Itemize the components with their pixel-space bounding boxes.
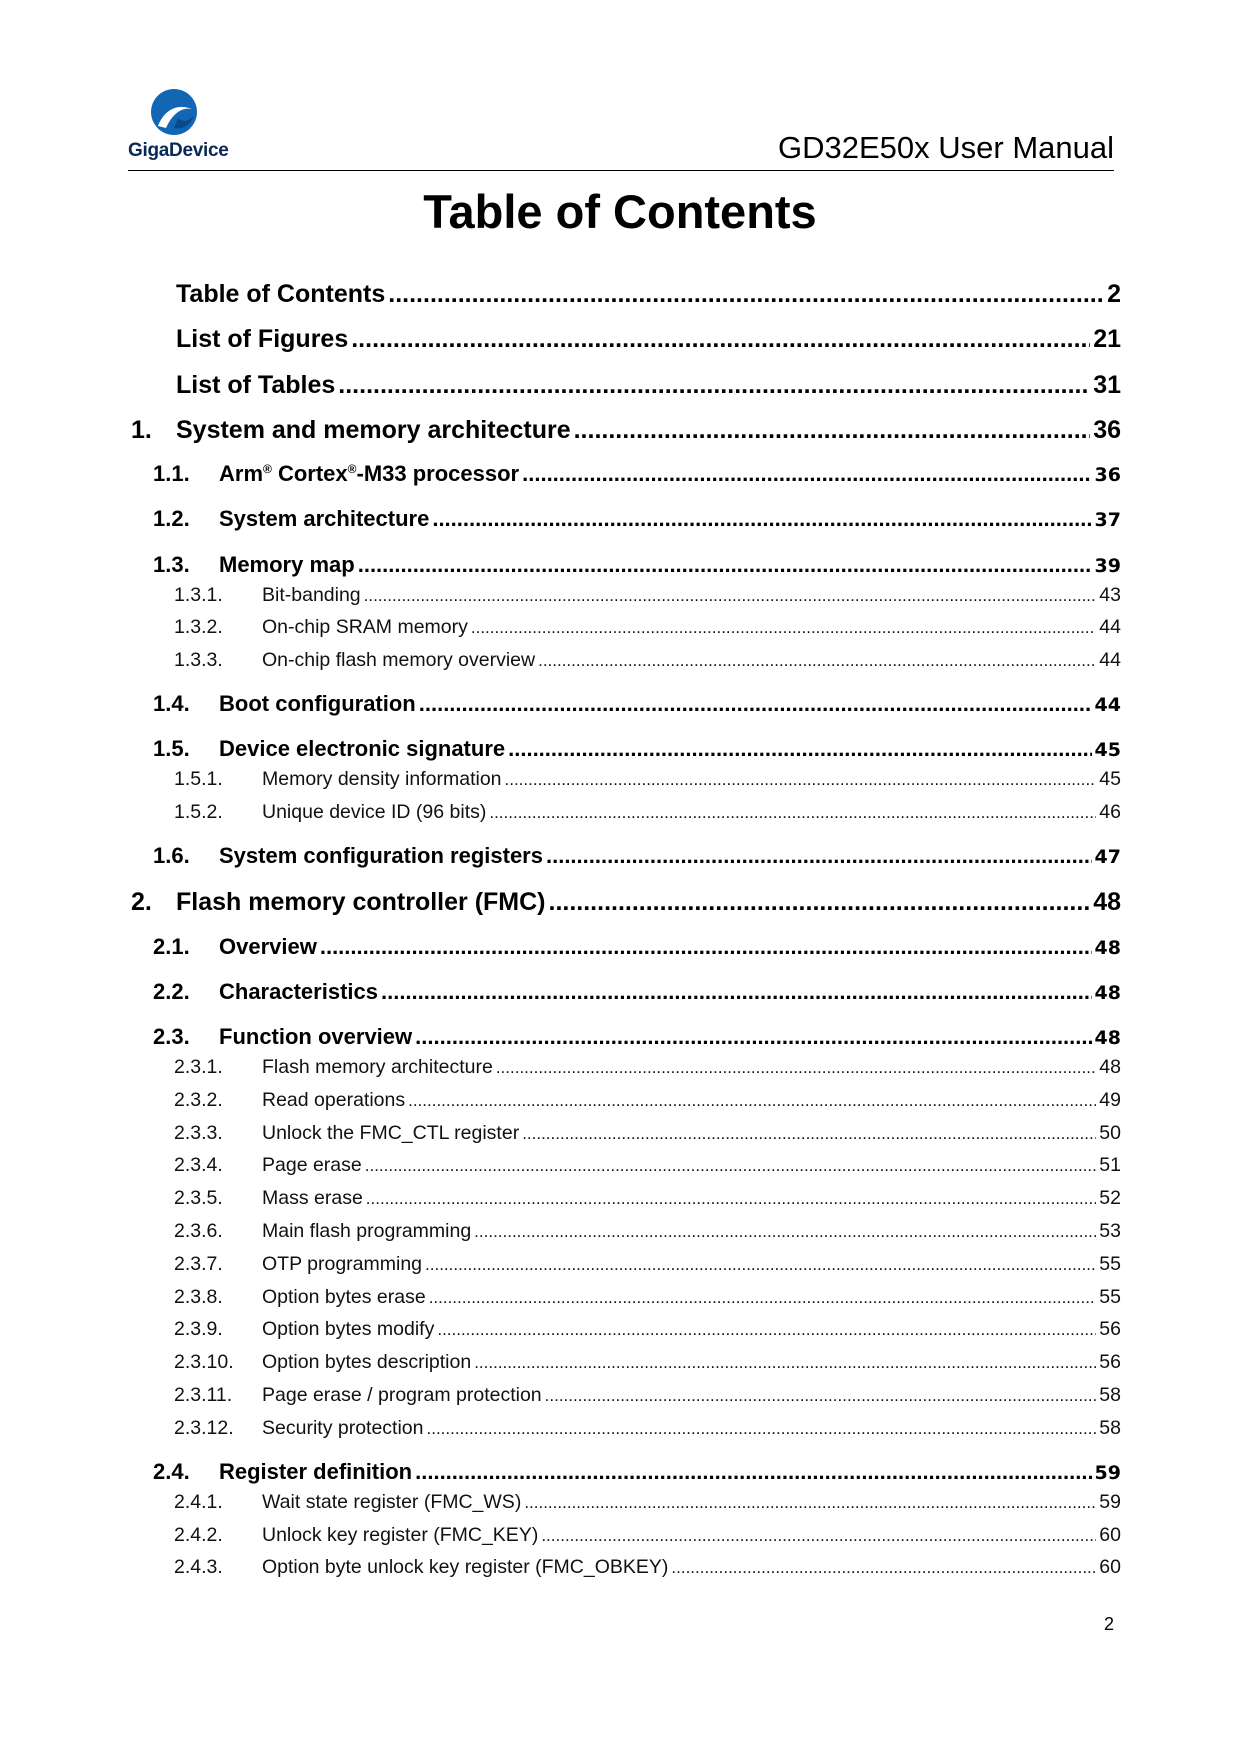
toc-entry-title[interactable]: Boot configuration [219,691,416,717]
toc-entry-page[interactable]: 51 [1099,1154,1121,1177]
toc-entry-title[interactable]: Option bytes erase [262,1285,426,1308]
toc-entry[interactable] [131,801,1121,843]
toc-entry[interactable] [131,1220,1121,1253]
toc-entry[interactable] [131,506,1121,551]
toc-entry-page[interactable]: 55 [1099,1252,1121,1275]
toc-entry-page[interactable]: 48 [1094,1027,1121,1049]
toc-entry-title[interactable]: Mass erase [262,1187,363,1210]
toc-entry-number: 2.3.11. [174,1383,233,1406]
toc-entry-number: 2.3.6. [174,1219,223,1242]
toc-entry[interactable] [131,461,1121,506]
toc-entry-title[interactable]: Function overview [219,1024,413,1049]
toc-entry[interactable] [131,1556,1121,1598]
toc-entry-page[interactable]: 21 [1093,325,1121,354]
toc-entry[interactable] [131,1384,1121,1417]
toc-entry-number: 1.3.3. [174,649,223,672]
toc-entry[interactable] [131,1491,1121,1524]
dot-leader [437,1318,1096,1341]
dot-leader [574,416,1091,445]
toc-entry-page[interactable]: 46 [1099,801,1121,824]
toc-entry-page[interactable]: 56 [1099,1318,1121,1341]
toc-entry-number: 2.3.5. [174,1187,223,1210]
toc-entry-page[interactable]: 44 [1094,694,1121,717]
toc-entry-title[interactable]: OTP programming [262,1252,423,1275]
toc-entry-title[interactable]: Security protection [262,1416,424,1439]
toc-entry-number: 2.3.3. [174,1121,223,1144]
toc-entry-page[interactable]: 60 [1099,1556,1121,1579]
toc-entry[interactable] [131,1056,1121,1089]
header-divider [128,170,1114,171]
dot-leader [415,1024,1091,1050]
toc-entry[interactable] [131,934,1121,979]
toc-entry-title[interactable]: Table of Contents [176,280,386,308]
dot-leader [365,1154,1097,1177]
toc-entry-number: 1.6. [153,843,190,869]
toc-entry-number: 1.1. [153,461,190,487]
dot-leader [388,280,1104,309]
toc-entry-title[interactable]: Read operations [262,1088,406,1111]
page-heading: Table of Contents [423,185,817,238]
toc-entry-page[interactable]: 55 [1099,1285,1121,1308]
toc-entry[interactable] [131,1524,1121,1557]
toc-entry-page[interactable]: 45 [1099,768,1121,791]
toc-entry-number: 2.1. [153,933,190,959]
toc-entry-number: 2.3.1. [174,1056,223,1078]
toc-entry[interactable] [131,843,1121,888]
dot-leader [381,979,1092,1005]
toc-entry-title[interactable]: List of Tables [176,370,336,399]
toc-entry-title[interactable]: Memory density information [262,768,502,791]
toc-entry-page[interactable]: 49 [1099,1088,1121,1111]
toc-entry-title[interactable]: Unique device ID (96 bits) [262,801,487,824]
dot-leader [541,1524,1096,1547]
toc-entry-number: 1.3.2. [174,616,223,639]
toc-entry-page[interactable]: 48 [1094,981,1121,1004]
dot-leader [524,1491,1096,1514]
toc-entry-title[interactable]: System architecture [219,506,430,532]
toc-entry-page[interactable]: 37 [1094,509,1121,532]
toc-entry[interactable] [131,768,1121,801]
toc-entry[interactable] [131,1024,1121,1056]
toc-entry[interactable] [131,979,1121,1024]
toc-entry[interactable] [131,691,1121,736]
toc-entry-number: 1.3. [153,551,190,577]
toc-entry-number: 2.3.9. [174,1318,223,1341]
toc-entry-title[interactable]: Option byte unlock key register (FMC_OBKEY) [262,1556,669,1579]
toc-entry-title[interactable]: Characteristics [219,978,378,1004]
toc-entry-title[interactable]: Unlock key register (FMC_KEY) [262,1523,539,1546]
dot-leader [429,1286,1097,1309]
toc-entry[interactable] [131,1187,1121,1220]
dot-leader [546,843,1092,869]
dot-leader [338,371,1090,400]
toc-entry[interactable] [131,584,1121,617]
toc-entry-title[interactable]: On-chip flash memory overview [262,649,536,672]
toc-entry[interactable] [131,1122,1121,1155]
dot-leader [408,1089,1096,1112]
toc-entry-page[interactable]: 36 [1093,415,1121,444]
dot-leader [425,1253,1096,1276]
toc-entry[interactable] [131,1089,1121,1122]
toc-entry-title[interactable]: Memory map [219,551,355,577]
toc-entry-number: 1.2. [153,506,190,532]
toc-entry[interactable] [131,1351,1121,1384]
dot-leader [505,768,1097,791]
toc-entry[interactable] [131,280,1121,325]
toc-entry[interactable] [131,1417,1121,1459]
dot-leader [320,934,1092,960]
dot-leader [671,1556,1096,1579]
dot-leader [364,584,1097,607]
dot-leader [366,1187,1097,1210]
toc-entry-number: 2.4. [153,1458,190,1484]
toc-entry-number: 1.5. [153,736,190,762]
dot-leader [358,552,1092,578]
toc-entry-title[interactable]: Device electronic signature [219,736,506,762]
dot-leader [351,325,1090,354]
toc-entry-page[interactable]: 48 [1094,936,1121,959]
toc-entry-title[interactable]: Page erase [262,1154,362,1177]
toc-entry[interactable] [131,616,1121,649]
toc-entry-title[interactable]: Main flash programming [262,1219,472,1242]
toc-entry-page[interactable]: 44 [1099,616,1121,639]
toc-entry-page[interactable]: 58 [1099,1416,1121,1439]
toc-entry-page[interactable]: 43 [1099,583,1121,606]
toc-entry-title[interactable]: Arm® Cortex®-M33 processor [219,461,520,487]
dot-leader [432,506,1091,532]
giga-device-logo-icon [148,88,200,138]
toc-entry-title[interactable]: Page erase / program protection [262,1383,542,1406]
dot-leader [474,1220,1096,1243]
toc-entry-number: 1.5.2. [174,801,223,824]
table-of-contents [131,280,1121,1598]
toc-entry-page[interactable]: 39 [1094,554,1121,577]
toc-entry[interactable] [131,649,1121,691]
dot-leader [508,736,1091,762]
toc-entry-title[interactable]: Wait state register (FMC_WS) [262,1490,522,1513]
toc-entry-page[interactable]: 59 [1099,1490,1121,1513]
toc-entry-page[interactable]: 36 [1094,464,1121,487]
toc-entry[interactable] [131,371,1121,416]
toc-entry[interactable] [131,888,1121,933]
toc-entry-number: 1. [131,415,152,444]
toc-entry-number: 2.3.7. [174,1252,223,1275]
toc-entry-page[interactable]: 59 [1094,1461,1121,1484]
page-number: 2 [1103,1614,1114,1634]
dot-leader [415,1459,1091,1485]
toc-entry-page[interactable]: 56 [1099,1351,1121,1374]
toc-entry-page[interactable]: 53 [1099,1219,1121,1242]
dot-leader [522,1122,1096,1145]
toc-entry-page[interactable]: 48 [1093,888,1121,917]
toc-entry[interactable] [131,736,1121,768]
toc-entry-number: 1.4. [153,691,190,717]
toc-entry[interactable] [131,1459,1121,1491]
dot-leader [549,888,1091,917]
toc-entry[interactable] [131,1318,1121,1351]
toc-entry[interactable] [131,1286,1121,1319]
toc-entry-title[interactable]: Unlock the FMC_CTL register [262,1121,520,1144]
toc-entry-number: 2.3.12. [174,1416,234,1439]
toc-entry-number: 2.3.2. [174,1088,223,1111]
toc-entry-page[interactable]: 52 [1099,1187,1121,1210]
toc-entry-title[interactable]: Overview [219,933,317,959]
toc-entry-number: 1.5.1. [174,768,223,791]
toc-entry-page[interactable]: 48 [1099,1056,1121,1078]
toc-entry-title[interactable]: Option bytes modify [262,1318,435,1341]
toc-entry-number: 2.4.1. [174,1490,223,1513]
dot-leader [471,616,1096,639]
toc-entry-page[interactable]: 47 [1094,846,1121,869]
toc-entry-number: 2.3. [153,1024,190,1049]
toc-entry-title[interactable]: Flash memory controller (FMC) [176,888,546,917]
toc-entry-page[interactable]: 45 [1094,739,1121,762]
toc-entry[interactable] [131,1154,1121,1187]
dot-leader [496,1056,1096,1079]
toc-entry-title[interactable]: On-chip SRAM memory [262,616,468,639]
toc-entry-title[interactable]: System and memory architecture [176,415,571,444]
toc-entry-number: 1.3.1. [174,583,223,606]
toc-entry-number: 2.4.3. [174,1556,223,1579]
toc-entry-title[interactable]: Bit-banding [262,583,361,606]
dot-leader [419,691,1092,717]
toc-entry[interactable] [131,416,1121,461]
logo-text: GigaDevice [128,140,229,161]
toc-entry-number: 2.4.2. [174,1523,223,1546]
document-title: GD32E50x User Manual [778,130,1114,165]
toc-entry[interactable] [131,325,1121,370]
dot-leader [538,649,1096,672]
giga-device-logo [128,88,238,162]
toc-entry-number: 2. [131,888,152,917]
dot-leader [522,461,1091,487]
toc-entry-number: 2.2. [153,978,190,1004]
toc-entry-page[interactable]: 50 [1099,1121,1121,1144]
toc-entry-title[interactable]: List of Figures [176,325,349,354]
toc-entry[interactable] [131,552,1121,584]
toc-entry-page[interactable]: 2 [1107,280,1121,308]
toc-entry-number: 2.3.8. [174,1285,223,1308]
toc-entry-page[interactable]: 58 [1099,1383,1121,1406]
dot-leader [474,1351,1096,1374]
toc-entry-page[interactable]: 44 [1099,649,1121,672]
toc-entry-page[interactable]: 60 [1099,1523,1121,1546]
toc-entry-number: 2.3.4. [174,1154,223,1177]
toc-entry-title[interactable]: Register definition [219,1458,413,1484]
toc-entry-number: 2.3.10. [174,1351,234,1374]
toc-entry-title[interactable]: System configuration registers [219,843,543,869]
toc-entry-page[interactable]: 31 [1093,370,1121,399]
dot-leader [427,1417,1097,1440]
dot-leader [545,1384,1097,1407]
dot-leader [489,801,1096,824]
toc-entry-title[interactable]: Option bytes description [262,1351,472,1374]
toc-entry[interactable] [131,1253,1121,1286]
toc-entry-title[interactable]: Flash memory architecture [262,1056,493,1078]
